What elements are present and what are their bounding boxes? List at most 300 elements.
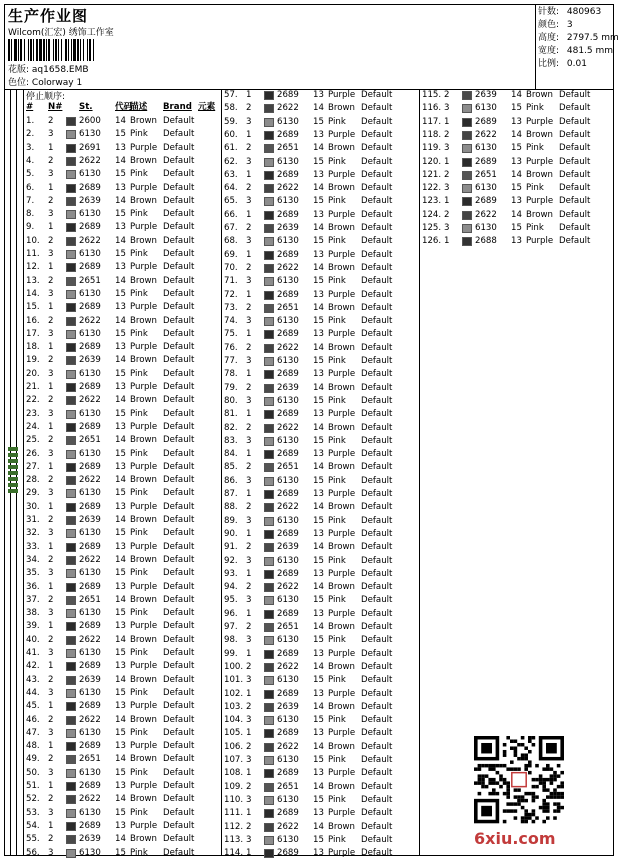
row-needle: 1 bbox=[246, 489, 252, 499]
row-description: Brown bbox=[130, 794, 157, 805]
row-seq: 29. bbox=[26, 488, 40, 499]
row-number: 15 bbox=[313, 196, 324, 207]
thread-swatch bbox=[66, 702, 76, 711]
row-description: Pink bbox=[526, 183, 544, 194]
row-code: 6130 bbox=[277, 715, 299, 726]
thread-swatch bbox=[264, 264, 274, 273]
row-needle: 3 bbox=[246, 715, 252, 726]
row-seq: 119. bbox=[422, 143, 442, 154]
thread-swatch bbox=[264, 836, 274, 845]
row-seq: 81. bbox=[224, 409, 238, 420]
thread-swatch bbox=[66, 795, 76, 804]
row-brand: Default bbox=[163, 435, 195, 446]
row-brand: Default bbox=[163, 687, 195, 698]
thread-swatch bbox=[66, 622, 76, 631]
row-description: Purple bbox=[328, 688, 356, 699]
row-description: Brown bbox=[130, 475, 157, 486]
row-needle: 1 bbox=[48, 461, 54, 472]
row-seq: 100. bbox=[224, 661, 244, 672]
row-seq: 5. bbox=[26, 169, 35, 180]
row-brand: Default bbox=[361, 262, 393, 273]
qr-code bbox=[474, 736, 566, 824]
row-seq: 117. bbox=[422, 116, 442, 127]
row-description: Pink bbox=[130, 568, 148, 579]
row-seq: 57. bbox=[224, 90, 238, 100]
row-brand: Default bbox=[163, 701, 195, 712]
thread-swatch bbox=[66, 516, 76, 525]
thread-swatch bbox=[264, 596, 274, 605]
row-code: 2622 bbox=[277, 502, 299, 513]
thread-swatch bbox=[66, 330, 76, 339]
row-code: 2688 bbox=[475, 236, 497, 247]
row-needle: 1 bbox=[444, 196, 450, 207]
row-code: 2689 bbox=[277, 169, 299, 180]
row-number: 14 bbox=[115, 395, 126, 406]
row-brand: Default bbox=[361, 409, 393, 420]
thread-swatch bbox=[66, 529, 76, 538]
row-brand: Default bbox=[163, 169, 195, 180]
row-brand: Default bbox=[361, 289, 393, 300]
row-brand: Default bbox=[163, 568, 195, 579]
row-code: 2639 bbox=[79, 195, 101, 206]
row-number: 13 bbox=[313, 608, 324, 619]
thread-swatch bbox=[66, 170, 76, 179]
row-description: Pink bbox=[130, 249, 148, 259]
thread-swatch bbox=[264, 517, 274, 526]
row-needle: 1 bbox=[246, 528, 252, 539]
row-description: Purple bbox=[328, 648, 356, 659]
row-seq: 91. bbox=[224, 542, 238, 553]
company-name: Wilcom(汇宏) 绣饰工作室 bbox=[8, 28, 114, 38]
row-description: Pink bbox=[328, 156, 346, 167]
row-number: 14 bbox=[115, 834, 126, 845]
row-number: 13 bbox=[313, 489, 324, 499]
row-number: 15 bbox=[313, 356, 324, 366]
row-seq: 28. bbox=[26, 475, 40, 486]
row-number: 15 bbox=[313, 635, 324, 646]
table-row bbox=[24, 767, 222, 780]
table-row bbox=[222, 674, 420, 687]
row-needle: 2 bbox=[48, 714, 54, 725]
thread-swatch bbox=[264, 583, 274, 592]
row-brand: Default bbox=[361, 582, 393, 593]
table-row bbox=[24, 607, 222, 620]
row-needle: 1 bbox=[246, 449, 252, 460]
row-seq: 64. bbox=[224, 183, 238, 194]
thread-swatch bbox=[264, 570, 274, 579]
row-number: 13 bbox=[313, 568, 324, 579]
table-row bbox=[222, 661, 420, 674]
row-code: 2622 bbox=[277, 342, 299, 353]
row-description: Purple bbox=[328, 808, 356, 819]
row-brand: Default bbox=[361, 688, 393, 699]
row-seq: 45. bbox=[26, 701, 40, 712]
table-row bbox=[420, 89, 614, 102]
thread-swatch bbox=[264, 703, 274, 712]
stat-colors: 颜色: 3 bbox=[538, 20, 573, 30]
table-row bbox=[24, 221, 222, 234]
row-description: Purple bbox=[130, 142, 158, 153]
thread-swatch bbox=[66, 184, 76, 193]
table-row bbox=[24, 487, 222, 500]
row-description: Pink bbox=[526, 143, 544, 154]
table-row bbox=[222, 235, 420, 248]
table-row bbox=[222, 315, 420, 328]
row-brand: Default bbox=[163, 275, 195, 286]
row-code: 2689 bbox=[277, 808, 299, 819]
row-seq: 102. bbox=[224, 688, 244, 699]
row-code: 2639 bbox=[475, 90, 497, 100]
row-description: Purple bbox=[130, 501, 158, 512]
row-description: Brown bbox=[328, 382, 355, 393]
row-description: Purple bbox=[130, 820, 158, 831]
row-needle: 1 bbox=[246, 768, 252, 779]
table-row bbox=[24, 660, 222, 673]
row-brand: Default bbox=[163, 648, 195, 658]
row-brand: Default bbox=[559, 143, 591, 154]
row-description: Pink bbox=[328, 635, 346, 646]
row-brand: Default bbox=[163, 315, 195, 326]
row-needle: 3 bbox=[48, 129, 54, 140]
thread-swatch bbox=[66, 290, 76, 299]
table-row bbox=[24, 634, 222, 647]
table-row bbox=[222, 275, 420, 288]
row-number: 15 bbox=[313, 236, 324, 247]
row-brand: Default bbox=[163, 594, 195, 605]
row-description: Pink bbox=[328, 316, 346, 327]
row-description: Pink bbox=[328, 196, 346, 207]
row-needle: 3 bbox=[48, 767, 54, 778]
thread-swatch bbox=[264, 463, 274, 472]
row-code: 2689 bbox=[277, 249, 299, 260]
thread-swatch bbox=[66, 782, 76, 791]
column-header-elem: 元素 bbox=[198, 102, 216, 112]
row-seq: 10. bbox=[26, 235, 40, 246]
row-number: 13 bbox=[115, 741, 126, 752]
row-seq: 47. bbox=[26, 727, 40, 738]
thread-swatch bbox=[264, 211, 274, 220]
thread-swatch bbox=[264, 490, 274, 499]
row-needle: 1 bbox=[48, 781, 54, 791]
thread-swatch bbox=[66, 689, 76, 698]
row-description: Purple bbox=[130, 421, 158, 432]
row-needle: 3 bbox=[246, 236, 252, 247]
thread-swatch bbox=[66, 343, 76, 352]
table-row bbox=[222, 621, 420, 634]
row-number: 14 bbox=[313, 103, 324, 114]
thread-swatch bbox=[462, 118, 472, 127]
row-description: Brown bbox=[328, 741, 355, 752]
row-description: Purple bbox=[328, 209, 356, 220]
colorway-line bbox=[8, 75, 82, 88]
row-description: Purple bbox=[328, 568, 356, 579]
row-brand: Default bbox=[163, 142, 195, 153]
row-seq: 82. bbox=[224, 422, 238, 433]
table-row bbox=[24, 740, 222, 753]
row-needle: 3 bbox=[48, 488, 54, 499]
row-number: 14 bbox=[313, 741, 324, 752]
thread-swatch bbox=[66, 436, 76, 445]
row-needle: 3 bbox=[48, 648, 54, 658]
row-description: Brown bbox=[130, 714, 157, 725]
row-number: 14 bbox=[115, 674, 126, 685]
row-number: 15 bbox=[115, 209, 126, 220]
row-seq: 20. bbox=[26, 368, 40, 379]
table-row bbox=[222, 821, 420, 834]
row-description: Pink bbox=[130, 528, 148, 539]
row-seq: 101. bbox=[224, 675, 244, 686]
table-row bbox=[420, 169, 614, 182]
row-number: 14 bbox=[115, 714, 126, 725]
row-needle: 1 bbox=[48, 581, 54, 592]
stat-width: 宽度: 481.5 mm bbox=[538, 46, 614, 56]
row-description: Brown bbox=[130, 754, 157, 765]
row-brand: Default bbox=[163, 714, 195, 725]
row-number: 15 bbox=[313, 435, 324, 446]
row-number: 14 bbox=[115, 155, 126, 166]
table-row bbox=[222, 116, 420, 129]
row-code: 2689 bbox=[475, 156, 497, 167]
row-code: 2689 bbox=[277, 489, 299, 499]
row-code: 2689 bbox=[277, 768, 299, 779]
row-brand: Default bbox=[163, 116, 195, 126]
row-description: Pink bbox=[328, 435, 346, 446]
row-seq: 67. bbox=[224, 223, 238, 233]
row-needle: 3 bbox=[48, 568, 54, 579]
row-needle: 3 bbox=[246, 435, 252, 446]
row-description: Brown bbox=[526, 129, 553, 140]
thread-swatch bbox=[66, 383, 76, 392]
table-row bbox=[24, 421, 222, 434]
row-brand: Default bbox=[163, 488, 195, 499]
row-needle: 3 bbox=[48, 687, 54, 698]
row-description: Purple bbox=[328, 768, 356, 779]
row-code: 6130 bbox=[79, 807, 101, 818]
table-row bbox=[24, 780, 222, 793]
row-number: 15 bbox=[313, 515, 324, 526]
row-brand: Default bbox=[163, 448, 195, 459]
table-row bbox=[222, 195, 420, 208]
row-needle: 2 bbox=[246, 382, 252, 393]
thread-swatch bbox=[462, 237, 472, 246]
row-code: 2689 bbox=[79, 820, 101, 831]
row-needle: 1 bbox=[48, 701, 54, 712]
row-number: 15 bbox=[313, 675, 324, 686]
row-number: 15 bbox=[313, 156, 324, 167]
row-description: Purple bbox=[130, 741, 158, 752]
thread-swatch bbox=[66, 609, 76, 618]
table-row bbox=[222, 262, 420, 275]
thread-swatch bbox=[66, 636, 76, 645]
row-number: 13 bbox=[115, 781, 126, 791]
table-row bbox=[222, 688, 420, 701]
row-code: 2651 bbox=[79, 594, 101, 605]
row-seq: 35. bbox=[26, 568, 40, 579]
row-number: 15 bbox=[115, 767, 126, 778]
row-number: 15 bbox=[511, 103, 522, 114]
row-number: 13 bbox=[115, 541, 126, 552]
row-code: 2622 bbox=[475, 209, 497, 220]
row-number: 13 bbox=[511, 116, 522, 127]
row-needle: 3 bbox=[246, 356, 252, 366]
row-brand: Default bbox=[163, 475, 195, 486]
thread-swatch bbox=[264, 237, 274, 246]
row-number: 13 bbox=[115, 262, 126, 273]
table-row bbox=[222, 435, 420, 448]
row-seq: 71. bbox=[224, 276, 238, 287]
row-number: 15 bbox=[511, 223, 522, 233]
row-needle: 1 bbox=[246, 90, 252, 100]
row-brand: Default bbox=[163, 129, 195, 140]
table-row bbox=[24, 753, 222, 766]
row-number: 15 bbox=[115, 288, 126, 299]
row-code: 2691 bbox=[79, 142, 101, 153]
row-number: 13 bbox=[313, 209, 324, 220]
row-needle: 2 bbox=[48, 315, 54, 326]
row-code: 6130 bbox=[277, 555, 299, 566]
row-seq: 56. bbox=[26, 847, 40, 858]
thread-swatch bbox=[66, 569, 76, 578]
row-needle: 2 bbox=[48, 355, 54, 366]
row-needle: 1 bbox=[246, 129, 252, 140]
row-needle: 1 bbox=[48, 501, 54, 512]
colorway-label: 色位: bbox=[8, 78, 30, 88]
row-code: 2622 bbox=[79, 634, 101, 645]
row-description: Brown bbox=[328, 701, 355, 712]
row-description: Brown bbox=[130, 515, 157, 525]
row-seq: 65. bbox=[224, 196, 238, 207]
thread-swatch bbox=[264, 663, 274, 672]
row-seq: 58. bbox=[224, 103, 238, 114]
row-code: 6130 bbox=[277, 675, 299, 686]
table-row bbox=[24, 288, 222, 301]
row-needle: 3 bbox=[48, 847, 54, 858]
thread-swatch bbox=[66, 423, 76, 432]
row-needle: 2 bbox=[246, 342, 252, 353]
row-seq: 39. bbox=[26, 621, 40, 632]
row-needle: 2 bbox=[48, 834, 54, 845]
row-seq: 25. bbox=[26, 435, 40, 446]
row-needle: 2 bbox=[48, 794, 54, 805]
thread-swatch bbox=[66, 662, 76, 671]
table-row bbox=[222, 528, 420, 541]
row-code: 2651 bbox=[277, 462, 299, 473]
row-code: 6130 bbox=[79, 169, 101, 180]
row-needle: 3 bbox=[246, 316, 252, 327]
table-row bbox=[420, 222, 614, 235]
row-description: Pink bbox=[328, 276, 346, 287]
row-seq: 42. bbox=[26, 661, 40, 672]
row-code: 2651 bbox=[277, 143, 299, 154]
column-header-brand: Brand bbox=[163, 102, 192, 112]
table-row bbox=[222, 741, 420, 754]
row-seq: 19. bbox=[26, 355, 40, 366]
row-brand: Default bbox=[361, 794, 393, 805]
thread-swatch bbox=[264, 823, 274, 832]
row-brand: Default bbox=[163, 368, 195, 379]
row-seq: 68. bbox=[224, 236, 238, 247]
table-row bbox=[24, 647, 222, 660]
row-description: Brown bbox=[130, 594, 157, 605]
row-number: 15 bbox=[313, 475, 324, 486]
row-brand: Default bbox=[163, 421, 195, 432]
row-number: 14 bbox=[115, 475, 126, 486]
row-number: 14 bbox=[115, 794, 126, 805]
row-code: 6130 bbox=[79, 249, 101, 259]
needle-indicator bbox=[8, 447, 18, 497]
row-needle: 1 bbox=[48, 820, 54, 831]
row-brand: Default bbox=[163, 661, 195, 672]
table-row bbox=[24, 275, 222, 288]
row-needle: 2 bbox=[444, 90, 450, 100]
table-row bbox=[420, 116, 614, 129]
row-code: 2622 bbox=[79, 155, 101, 166]
row-code: 6130 bbox=[79, 847, 101, 858]
stat-height: 高度: 2797.5 mm bbox=[538, 33, 619, 43]
row-needle: 1 bbox=[48, 342, 54, 353]
row-seq: 17. bbox=[26, 328, 40, 339]
row-description: Pink bbox=[328, 555, 346, 566]
table-row bbox=[24, 248, 222, 261]
qr-graphic bbox=[474, 736, 566, 824]
stop-sequence-label: 停止顺序: bbox=[26, 92, 66, 102]
row-brand: Default bbox=[361, 821, 393, 832]
row-number: 15 bbox=[313, 794, 324, 805]
thread-swatch bbox=[66, 503, 76, 512]
row-brand: Default bbox=[163, 249, 195, 259]
row-code: 2689 bbox=[79, 541, 101, 552]
row-description: Purple bbox=[328, 489, 356, 499]
row-brand: Default bbox=[559, 116, 591, 127]
table-row bbox=[420, 102, 614, 115]
row-brand: Default bbox=[163, 262, 195, 273]
row-seq: 53. bbox=[26, 807, 40, 818]
thread-swatch bbox=[66, 755, 76, 764]
row-number: 14 bbox=[115, 116, 126, 126]
row-code: 6130 bbox=[79, 129, 101, 140]
row-seq: 9. bbox=[26, 222, 35, 233]
row-brand: Default bbox=[361, 316, 393, 327]
row-needle: 2 bbox=[246, 143, 252, 154]
row-code: 2689 bbox=[79, 661, 101, 672]
thread-swatch bbox=[66, 450, 76, 459]
table-row bbox=[222, 209, 420, 222]
row-number: 15 bbox=[115, 488, 126, 499]
row-brand: Default bbox=[361, 489, 393, 499]
row-brand: Default bbox=[163, 621, 195, 632]
row-number: 13 bbox=[313, 249, 324, 260]
row-needle: 1 bbox=[444, 236, 450, 247]
row-brand: Default bbox=[559, 103, 591, 114]
row-seq: 108. bbox=[224, 768, 244, 779]
thread-swatch bbox=[264, 197, 274, 206]
row-brand: Default bbox=[361, 435, 393, 446]
row-needle: 1 bbox=[246, 608, 252, 619]
row-brand: Default bbox=[163, 834, 195, 845]
row-seq: 105. bbox=[224, 728, 244, 739]
row-needle: 3 bbox=[246, 755, 252, 765]
row-needle: 1 bbox=[246, 568, 252, 579]
row-seq: 30. bbox=[26, 501, 40, 512]
row-code: 2689 bbox=[79, 501, 101, 512]
row-needle: 1 bbox=[48, 182, 54, 193]
thread-swatch bbox=[264, 769, 274, 778]
thread-swatch bbox=[66, 489, 76, 498]
row-code: 6130 bbox=[277, 515, 299, 526]
row-number: 13 bbox=[313, 728, 324, 739]
row-description: Brown bbox=[130, 116, 157, 126]
row-number: 14 bbox=[115, 634, 126, 645]
